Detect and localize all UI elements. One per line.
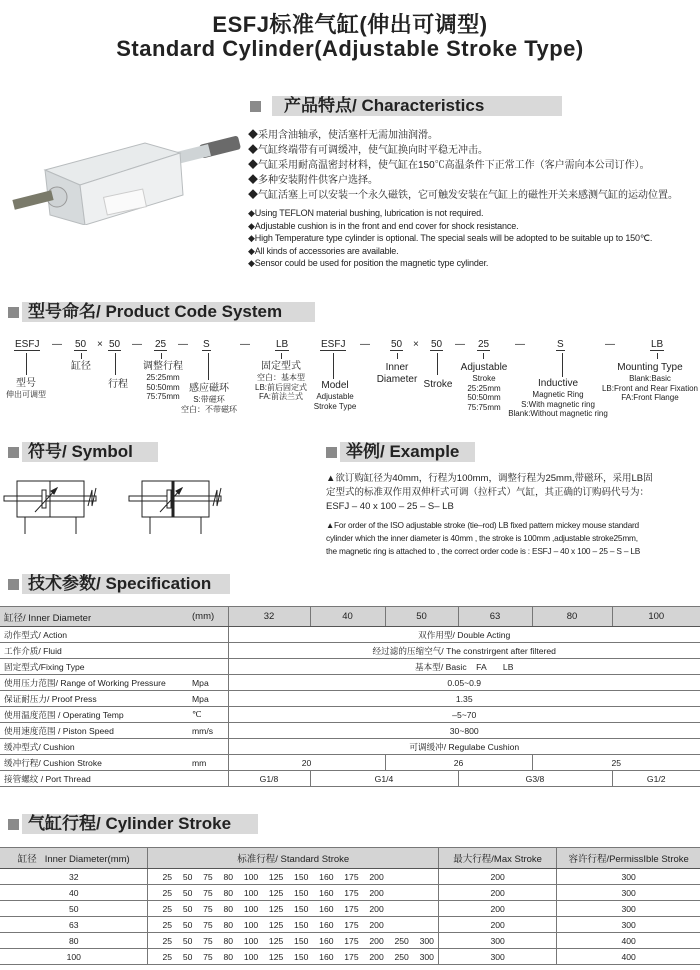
table-cell: 缓冲型式/ Cushion xyxy=(0,739,188,755)
table-cell: 26 xyxy=(385,755,532,771)
feature-en: ◆Sensor could be used for position the magnetic type cylinder. xyxy=(248,258,489,268)
table-row-cushion-stroke xyxy=(0,755,700,771)
code-label: 行程 xyxy=(108,379,128,390)
code-label xyxy=(461,362,508,412)
diameter-cell: 32 xyxy=(0,869,148,885)
code-label: 调整行程 xyxy=(143,361,183,372)
example-cn: ▲欲订购缸径为40mm，行程为100mm，调整行程为25mm,带磁环，采用LB固 定型式的标准双作用双伸杆式可调（拉杆式）气缸，其正确的订购码代号为： ESFJ – 40 x 100 – 25 – S– LB xyxy=(326,473,653,512)
table-cell: mm xyxy=(188,755,228,771)
permissible-stroke-cell: 300 xyxy=(557,869,700,885)
table-cell: G1/4 xyxy=(310,771,458,787)
table-cell xyxy=(188,643,228,659)
table-cell: 可调缓冲/ Regulabe Cushion xyxy=(228,739,700,755)
code-label xyxy=(483,353,484,359)
code-item: S xyxy=(203,339,210,350)
table-cell: G3/8 xyxy=(458,771,612,787)
code-label: LB:前后固定式 xyxy=(254,382,308,392)
code-item: 50 xyxy=(431,339,443,350)
cylinder-stroke-heading: 气缸行程/ Cylinder Stroke xyxy=(22,814,258,834)
feature-en: ◆Using TEFLON material bushing, lubrication is not required. xyxy=(248,208,484,218)
permissible-stroke-cell: 300 xyxy=(557,917,700,933)
table-cell: 固定型式/Fixing Type xyxy=(0,659,188,675)
section-marker xyxy=(326,447,337,458)
characteristics-heading: 产品特点/ Characteristics xyxy=(272,96,562,116)
table-cell: 最大行程/Max Stroke xyxy=(438,848,556,869)
code-label xyxy=(281,353,282,359)
symbol-magnetic-cylinder xyxy=(129,481,221,534)
table-cell: 基本型/ Basic FA LB xyxy=(228,659,700,675)
table-cell: G1/2 xyxy=(612,771,700,787)
cylinder-product-image xyxy=(5,115,245,225)
table-cell: mm/s xyxy=(188,723,228,739)
section-marker xyxy=(8,447,19,458)
code-label: S:带磁环 xyxy=(193,395,225,404)
code-label: Stroke xyxy=(423,379,453,390)
max-stroke-cell: 300 xyxy=(438,949,556,965)
code-system-heading: 型号命名/ Product Code System xyxy=(22,302,315,322)
code-label xyxy=(81,353,82,359)
code-label: Stroke Type xyxy=(313,401,357,411)
code-item: 25 xyxy=(478,339,490,350)
table-cell: 双作用型/ Double Acting xyxy=(228,627,700,643)
code-label: Model xyxy=(321,380,349,391)
code-label: 75:75mm xyxy=(467,402,501,412)
code-label xyxy=(424,379,453,391)
table-header-row xyxy=(0,607,700,627)
code-label: 25:25mm xyxy=(467,383,501,393)
table-cell: 30~800 xyxy=(228,723,700,739)
table-row xyxy=(0,739,700,755)
code-label: 50:50mm xyxy=(467,393,501,402)
specification-table xyxy=(0,606,700,787)
permissible-stroke-cell: 400 xyxy=(557,949,700,965)
table-cell: 32 xyxy=(228,607,310,627)
table-cell: 使用压力范围/ Range of Working Pressure xyxy=(0,675,188,691)
table-cell: 缓冲行程/ Cushion Stroke xyxy=(0,755,188,771)
code-item: LB xyxy=(651,339,664,350)
code-label xyxy=(181,383,237,414)
permissible-stroke-cell: 300 xyxy=(557,885,700,901)
symbol-heading: 符号/ Symbol xyxy=(22,442,158,462)
code-label: FA:Front Flange xyxy=(621,393,679,402)
standard-stroke-cell: 25 50 75 80 100 125 150 160 175 200 250 300 xyxy=(148,933,438,949)
table-row xyxy=(0,659,700,675)
code-label xyxy=(657,353,658,359)
max-stroke-cell: 200 xyxy=(438,917,556,933)
table-header-row xyxy=(0,848,700,869)
feature-cn: ◆采用含油轴承，使活塞杆无需加油润滑。 xyxy=(248,130,438,141)
code-label: Adjustable xyxy=(316,392,354,401)
table-row xyxy=(0,949,700,965)
code-label xyxy=(255,361,307,402)
table-cell: 20 xyxy=(228,755,385,771)
max-stroke-cell: 200 xyxy=(438,869,556,885)
code-label: 50:50mm xyxy=(146,382,180,392)
table-cell: 80 xyxy=(532,607,612,627)
code-label: Inductive xyxy=(537,378,579,389)
feature-en: ◆High Temperature type cylinder is optional. The special seals will be adopted to be suitable up to 150℃. xyxy=(248,233,653,243)
table-cell: 100 xyxy=(612,607,700,627)
code-label xyxy=(208,353,209,380)
code-item: ESFJ xyxy=(321,339,346,350)
code-label xyxy=(161,353,162,359)
times-sign: × xyxy=(97,339,103,350)
standard-stroke-cell: 25 50 75 80 100 125 150 160 175 200 xyxy=(148,885,438,901)
code-label: 缸径 xyxy=(71,361,91,372)
table-cell: 动作型式/ Action xyxy=(0,627,188,643)
table-cell: 50 xyxy=(385,607,458,627)
code-label xyxy=(314,380,357,411)
table-cell: Mpa xyxy=(188,675,228,691)
feature-cn: ◆气缸采用耐高温密封材料，使气缸在150℃高温条件下正常工作（客户需向本公司订作）。 xyxy=(248,160,650,171)
max-stroke-cell: 200 xyxy=(438,885,556,901)
diameter-cell: 80 xyxy=(0,933,148,949)
section-marker xyxy=(250,101,261,112)
standard-stroke-cell: 25 50 75 80 100 125 150 160 175 200 250 300 xyxy=(148,949,438,965)
table-row xyxy=(0,885,700,901)
code-item: S xyxy=(557,339,564,350)
dash: — xyxy=(605,339,615,350)
dash: — xyxy=(132,339,142,350)
table-cell: 经过滤的压缩空气/ The constrirgent after filtered xyxy=(228,643,700,659)
times-sign: × xyxy=(413,339,419,350)
table-cell: 63 xyxy=(458,607,532,627)
table-cell: 1.35 xyxy=(228,691,700,707)
code-label xyxy=(333,353,334,379)
cylinder-stroke-table xyxy=(0,847,700,965)
code-label xyxy=(71,361,91,373)
code-label: 伸出可调型 xyxy=(6,390,46,399)
code-label xyxy=(143,361,183,402)
standard-stroke-cell: 25 50 75 80 100 125 150 160 175 200 xyxy=(148,901,438,917)
example-heading: 举例/ Example xyxy=(340,442,475,462)
section-marker xyxy=(8,579,19,590)
code-label xyxy=(372,362,422,386)
code-label xyxy=(562,353,563,377)
code-label: 75:75mm xyxy=(146,392,180,401)
table-cell: ℃ xyxy=(188,707,228,723)
table-row xyxy=(0,675,700,691)
code-label: 感应磁环 xyxy=(189,383,229,394)
code-label: 空白：不带磁环 xyxy=(181,404,237,414)
table-cell: 工作介质/ Fluid xyxy=(0,643,188,659)
table-row xyxy=(0,691,700,707)
table-cell: 接管螺纹 / Port Thread xyxy=(0,771,228,787)
code-item: ESFJ xyxy=(15,339,40,350)
code-label xyxy=(508,378,608,419)
table-cell xyxy=(188,659,228,675)
table-row xyxy=(0,901,700,917)
table-cell: Mpa xyxy=(188,691,228,707)
code-item: LB xyxy=(276,339,289,350)
code-label xyxy=(602,362,698,403)
table-row xyxy=(0,643,700,659)
cylinder-symbol-diagram xyxy=(0,478,300,538)
table-cell: 25 xyxy=(532,755,700,771)
code-label: Blank:Without magnetic ring xyxy=(508,409,608,418)
code-label: Magnetic Ring xyxy=(532,390,584,399)
title-cn: ESFJ标准气缸(伸出可调型) xyxy=(212,12,488,37)
code-label xyxy=(108,379,128,391)
feature-cn: ◆气缸活塞上可以安装一个永久磁铁，它可触发安装在气缸上的磁性开关来感测气缸的运动位置。 xyxy=(248,190,678,201)
code-label xyxy=(397,353,398,359)
code-label: LB:Front and Rear Fixation xyxy=(601,383,698,393)
code-label: 固定型式 xyxy=(260,361,301,372)
dash: — xyxy=(455,339,465,350)
specification-heading: 技术参数/ Specification xyxy=(22,574,230,594)
table-cell: 40 xyxy=(310,607,385,627)
table-cell: 保证耐压力/ Proof Press xyxy=(0,691,188,707)
permissible-stroke-cell: 400 xyxy=(557,933,700,949)
table-cell xyxy=(188,627,228,643)
table-row xyxy=(0,707,700,723)
code-label: FA:前法兰式 xyxy=(258,392,304,401)
code-label: Mounting Type xyxy=(617,362,683,373)
table-row xyxy=(0,917,700,933)
max-stroke-cell: 300 xyxy=(438,933,556,949)
table-cell: 缸径 Inner Diameter(mm) xyxy=(0,848,148,869)
feature-cn: ◆多种安装附件供客户选择。 xyxy=(248,175,378,186)
code-label: S:With magnetic ring xyxy=(521,399,595,409)
diameter-cell: 100 xyxy=(0,949,148,965)
standard-stroke-cell: 25 50 75 80 100 125 150 160 175 200 xyxy=(148,869,438,885)
table-row xyxy=(0,933,700,949)
table-cell: 使用速度范围 / Piston Speed xyxy=(0,723,188,739)
dash: — xyxy=(360,339,370,350)
table-row xyxy=(0,723,700,739)
code-label: 型号 xyxy=(16,378,36,389)
feature-en: ◆All kinds of accessories are available. xyxy=(248,245,399,256)
table-cell: 标准行程/ Standard Stroke xyxy=(148,848,438,869)
feature-cn: ◆气缸终端带有可调缓冲，使气缸换向时平稳无冲击。 xyxy=(248,145,488,156)
feature-en: ◆Adjustable cushion is in the front and end cover for shock resistance. xyxy=(248,220,519,231)
max-stroke-cell: 200 xyxy=(438,901,556,917)
code-item: 50 xyxy=(109,339,121,350)
code-label xyxy=(115,353,116,375)
section-marker xyxy=(8,819,19,830)
table-cell: G1/8 xyxy=(228,771,310,787)
dash: — xyxy=(240,339,250,350)
code-label: 空白：基本型 xyxy=(256,373,305,382)
dash: — xyxy=(178,339,188,350)
code-label: Stroke xyxy=(472,374,496,383)
code-label: 25:25mm xyxy=(146,373,180,382)
diameter-cell: 40 xyxy=(0,885,148,901)
table-row xyxy=(0,627,700,643)
section-marker xyxy=(8,307,19,318)
diameter-cell: 50 xyxy=(0,901,148,917)
table-cell: 使用温度范围 / Operating Temp xyxy=(0,707,188,723)
code-label xyxy=(6,378,46,400)
standard-stroke-cell: 25 50 75 80 100 125 150 160 175 200 xyxy=(148,917,438,933)
table-row xyxy=(0,869,700,885)
table-cell: (mm) xyxy=(188,607,228,627)
table-cell: –5~70 xyxy=(228,707,700,723)
table-cell: 缸径/ Inner Diameter xyxy=(0,607,188,627)
code-label: Blank:Basic xyxy=(629,374,671,383)
table-cell: 容许行程/PermissIble Stroke xyxy=(557,848,700,869)
code-item: 50 xyxy=(391,339,403,350)
dash: — xyxy=(52,339,62,350)
code-label: Adjustable xyxy=(460,362,508,373)
dash: — xyxy=(515,339,525,350)
code-item: 25 xyxy=(155,339,167,350)
diameter-cell: 63 xyxy=(0,917,148,933)
code-label xyxy=(437,353,438,375)
example-en: ▲For order of the ISO adjustable stroke (tie–rod) LB fixed pattern mickey mouse standard cylinder which the inner diameter is 40mm , the stroke is 100mm ,adjustable stroke25mm, the magnetic ring is attached to , the correct order code is : ESFJ – 40 x 100 – 25 – S – LB xyxy=(326,520,641,556)
code-label: Inner Diameter xyxy=(376,362,418,385)
table-row-port-thread xyxy=(0,771,700,787)
permissible-stroke-cell: 300 xyxy=(557,901,700,917)
table-cell xyxy=(188,739,228,755)
title-en: Standard Cylinder(Adjustable Stroke Type) xyxy=(116,36,584,61)
code-label xyxy=(26,353,27,375)
table-cell: 0.05~0.9 xyxy=(228,675,700,691)
code-item: 50 xyxy=(75,339,87,350)
symbol-adjustable-cylinder xyxy=(4,481,96,534)
